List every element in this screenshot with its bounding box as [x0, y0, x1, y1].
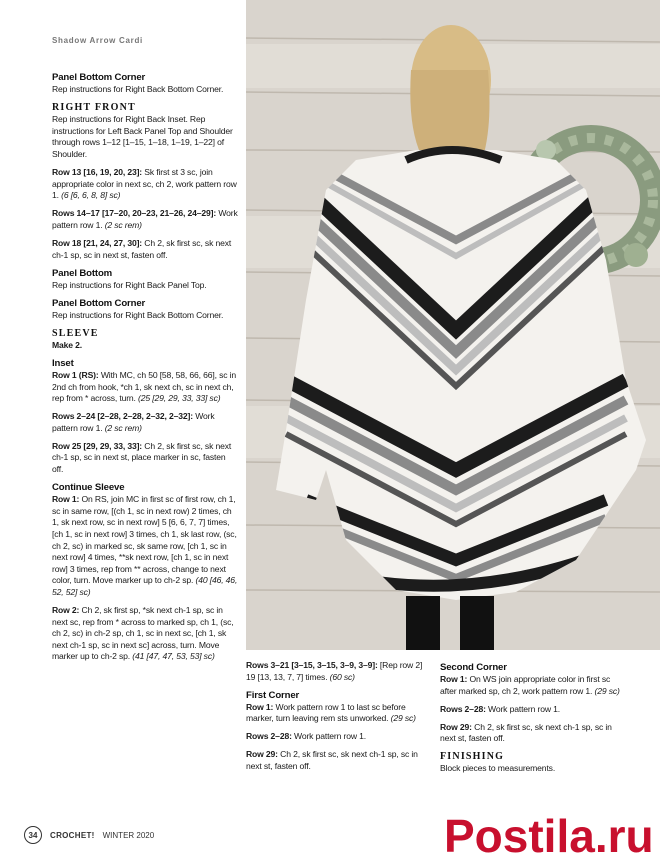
instruction-row	[246, 731, 430, 743]
paragraph: Rep instructions for Right Back Bottom Corner.	[52, 309, 224, 320]
instruction-row	[440, 704, 624, 716]
row-label: Row 18 [21, 24, 27, 30]:	[52, 237, 143, 248]
row-label: Row 2:	[52, 605, 80, 615]
running-head: Shadow Arrow Cardi	[52, 36, 143, 45]
paragraph: Rep instructions for Right Back Bottom Corner.	[52, 84, 224, 94]
row-label: Row 1 (RS):	[52, 369, 99, 380]
stitch-count: (2 sc rem)	[104, 219, 142, 230]
stitch-count: (60 sc)	[329, 671, 355, 682]
publication-name: CROCHET!	[50, 830, 95, 840]
postila-watermark	[438, 800, 660, 866]
watermark-logo	[438, 800, 660, 866]
stitch-count: (29 sc)	[594, 685, 620, 696]
stitch-count: (6 [6, 6, 8, 8] sc)	[61, 190, 121, 201]
row-text: Work pattern row 1.	[52, 411, 215, 433]
row-text: Work pattern row 1.	[291, 731, 367, 742]
page-number: 34	[24, 826, 42, 844]
row-label: Rows 2–28:	[440, 703, 486, 714]
row-label: Row 29:	[246, 749, 278, 760]
row-label: Row 1:	[52, 494, 80, 505]
row-text: Ch 2, sk first sc, sk next ch-1 sp, sc in next st, place marker in sc, fasten off.	[52, 440, 232, 475]
instruction-row	[52, 411, 238, 434]
make-count: Make 2.	[52, 339, 83, 350]
row-label: Row 1:	[440, 674, 468, 684]
heading-sleeve: SLEEVE	[52, 327, 99, 339]
heading-first-corner: First Corner	[246, 689, 300, 701]
row-label: Rows 14–17 [17–20, 20–23, 21–26, 24–29]:	[52, 208, 217, 219]
stitch-count: (29 sc)	[390, 713, 416, 724]
row-text: Ch 2, sk first sc, sk next ch-1 sp, sc in next st, fasten off.	[246, 749, 418, 772]
instruction-row	[52, 208, 238, 231]
row-label: Row 1:	[246, 701, 274, 712]
heading-panel-bottom-corner-2: Panel Bottom Corner	[52, 297, 146, 309]
instruction-row	[246, 660, 430, 683]
row-label: Row 25 [29, 29, 33, 33]:	[52, 440, 143, 451]
instruction-row	[52, 441, 238, 476]
heading-panel-bottom-corner: Panel Bottom Corner	[52, 72, 146, 83]
instruction-row	[246, 749, 430, 772]
row-text: Sk first st 3 sc, join appropriate color in next sc, ch 2, work pattern row 1.	[52, 166, 237, 201]
heading-panel-bottom: Panel Bottom	[52, 267, 113, 279]
text-column-2	[246, 660, 430, 779]
heading-continue-sleeve: Continue Sleeve	[52, 482, 125, 494]
row-text: With MC, ch 50 [58, 58, 66, 66], sc in 2nd ch from hook, *ch 1, sk next ch, sc in next ch, rep from * across, turn.	[52, 369, 237, 404]
instruction-row	[246, 702, 430, 725]
row-label: Rows 2–28:	[246, 731, 292, 742]
instruction-row	[440, 674, 624, 697]
heading-second-corner: Second Corner	[440, 662, 507, 673]
paragraph: Rep instructions for Right Back Panel Top.	[52, 279, 207, 290]
page-footer	[24, 826, 154, 844]
stitch-count: (2 sc rem)	[104, 422, 142, 433]
stitch-count: (25 [29, 29, 33, 33] sc)	[138, 393, 221, 404]
row-text: On WS join appropriate color in first sc after marked sp, ch 2, work pattern row 1.	[440, 674, 611, 696]
row-label: Rows 3–21 [3–15, 3–15, 3–9, 3–9]:	[246, 660, 378, 670]
issue-label: WINTER 2020	[102, 830, 155, 840]
watermark-text: Postila.ru	[444, 810, 654, 862]
row-text: Work pattern row 1 to last sc before marker, turn leaving rem sts unworked.	[246, 701, 406, 724]
row-text: Work pattern row 1.	[485, 703, 561, 714]
row-text: Work pattern row 1.	[52, 208, 238, 230]
instruction-row	[52, 238, 238, 261]
photo-illustration	[246, 0, 660, 650]
stitch-count: (41 [47, 47, 53, 53] sc)	[132, 651, 215, 662]
row-label: Rows 2–24 [2–28, 2–28, 2–32, 2–32]:	[52, 411, 193, 422]
cardigan-photo	[246, 0, 660, 650]
heading-right-front: RIGHT FRONT	[52, 102, 136, 114]
text-column-3	[440, 660, 624, 782]
paragraph: Block pieces to measurements.	[440, 763, 556, 774]
row-label: Row 29:	[440, 721, 472, 732]
instruction-row	[52, 167, 238, 202]
heading-finishing: FINISHING	[440, 751, 505, 763]
instruction-row	[52, 494, 238, 598]
row-label: Row 13 [16, 19, 20, 23]:	[52, 166, 143, 177]
row-text: Ch 2, sk first sc, sk next ch-1 sp, sc in next st, fasten off.	[52, 237, 232, 260]
stitch-count: (40 [46, 46, 52, 52] sc)	[52, 575, 238, 597]
instruction-row	[52, 370, 238, 405]
heading-inset: Inset	[52, 357, 74, 369]
text-column-1	[52, 70, 238, 669]
row-text: Ch 2, sk first sp, *sk next ch-1 sp, sc in next sc, rep from * across to marked sp, ch 1, (sc, ch 2, sc) in ch-2 sp, ch 1, sc in next sc, [ch 1, sk next ch-1 sp, sc in next sc] across, turn. Move marker up to ch-2 sp.	[52, 605, 234, 662]
row-text: [Rep row 2] 19 [13, 13, 7, 7] times.	[246, 660, 423, 682]
instruction-row	[440, 722, 624, 745]
row-text: On RS, join MC in first sc of first row, ch 1, sc in same row, [(ch 1, sc in next row) 2 times, ch 1, sk next row, sc in next row] 5 [6, 6, 7, 7] times, [ch 1, sc in next row] 3 times, ch 1, sk last row, (sc, ch 2, sc) in marked sc, sk same row, [ch 1, sc in next row] 4 times, **sk next row, [ch 1, sc in next row] 3 times, rep from ** across, change to next color, turn. Move marker up to ch-2 sp.	[52, 494, 237, 586]
paragraph: Rep instructions for Right Back Inset. Rep instructions for Left Back Panel Top and Shoulder through rows 1–12 [1–15, 1–18, 1–19, 1–22] of Shoulder.	[52, 114, 233, 159]
instruction-row	[52, 605, 238, 663]
row-text: Ch 2, sk first sc, sk next ch-1 sp, sc in next st, fasten off.	[440, 721, 612, 744]
